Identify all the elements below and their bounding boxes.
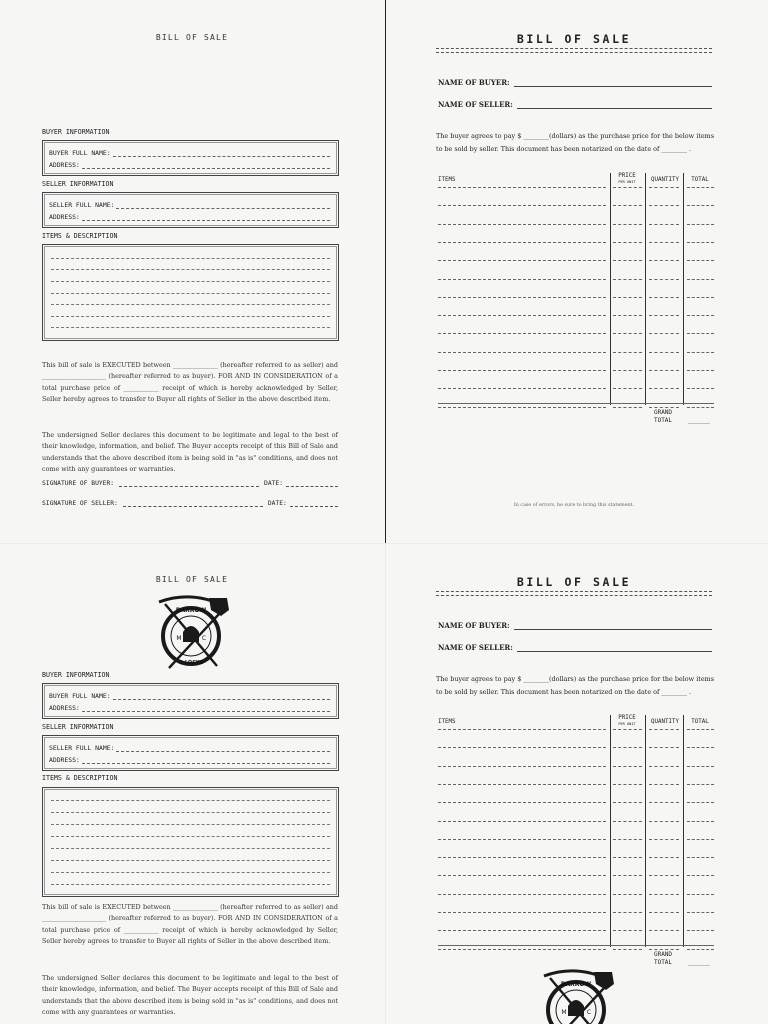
table-cell-total[interactable]	[687, 187, 714, 188]
table-row[interactable]	[438, 388, 606, 389]
buyer-name-field[interactable]	[49, 689, 330, 700]
table-row[interactable]	[438, 205, 606, 206]
table-row[interactable]	[438, 279, 606, 280]
col-header-price-sub: PER UNIT	[618, 722, 636, 726]
table-row[interactable]	[438, 784, 606, 785]
sig-label: SIGNATURE OF SELLER:	[42, 500, 118, 507]
execution-paragraph: This bill of sale is EXECUTED between ______________ (hereafter referred to as seller) and ____________________ (hereafter referred to as buyer). FOR AND IN CONSIDERATION of a total purchase price of ___________ receipt of which is hereby acknowledged by Seller, Seller hereby agrees to transfer to Buyer all rights of Seller in the above described item.	[42, 903, 338, 946]
table-cell-quantity[interactable]	[649, 784, 679, 785]
table-cell-quantity[interactable]	[649, 315, 679, 316]
page-title: BILL OF SALE	[155, 575, 229, 584]
table-cell-price[interactable]	[613, 407, 642, 408]
table-row[interactable]	[438, 894, 606, 895]
table-cell-total[interactable]	[687, 747, 714, 748]
table-cell-total[interactable]	[687, 930, 714, 931]
table-row[interactable]	[438, 333, 606, 334]
table-cell-price[interactable]	[613, 224, 642, 225]
seller-address-field[interactable]	[49, 753, 330, 764]
field-label: ADDRESS:	[49, 213, 80, 221]
buyer-section-label: BUYER INFORMATION	[42, 128, 110, 136]
table-cell-price[interactable]	[613, 297, 642, 298]
buyer-section-label: BUYER INFORMATION	[42, 671, 110, 679]
col-header-items: ITEMS	[438, 719, 456, 725]
table-row[interactable]	[438, 260, 606, 261]
table-cell-quantity[interactable]	[649, 839, 679, 840]
table-cell-total[interactable]	[687, 242, 714, 243]
table-cell-price[interactable]	[613, 388, 642, 389]
seller-address-field[interactable]	[49, 210, 330, 221]
table-cell-quantity[interactable]	[649, 747, 679, 748]
table-cell-quantity[interactable]	[649, 370, 679, 371]
table-cell-total[interactable]	[687, 857, 714, 858]
items-section-label: ITEMS & DESCRIPTION	[42, 232, 118, 240]
table-cell-price[interactable]	[613, 857, 642, 858]
date-label: DATE:	[267, 500, 287, 507]
buyer-name-field[interactable]	[438, 621, 712, 630]
table-cell-quantity[interactable]	[649, 912, 679, 913]
table-cell-price[interactable]	[613, 912, 642, 913]
field-label: BUYER FULL NAME:	[49, 149, 111, 157]
table-cell-price[interactable]	[613, 821, 642, 822]
buyer-address-field[interactable]	[49, 158, 330, 169]
table-row[interactable]	[438, 802, 606, 803]
table-cell-price[interactable]	[613, 894, 642, 895]
table-cell-price[interactable]	[613, 205, 642, 206]
logo-bottom-text: & LOCKE	[178, 660, 204, 666]
execution-paragraph: This bill of sale is EXECUTED between ______________ (hereafter referred to as seller) and ____________________ (hereafter referred to as buyer). FOR AND IN CONSIDERATION of a total purchase price of ___________ receipt of which is hereby acknowledged by Seller, Seller hereby agrees to transfer to Buyer all rights of Seller in the above described item.	[42, 361, 338, 404]
table-cell-total[interactable]	[687, 784, 714, 785]
table-row[interactable]	[438, 315, 606, 316]
table-cell-quantity[interactable]	[649, 187, 679, 188]
table-cell-quantity[interactable]	[649, 766, 679, 767]
buyer-info-box	[42, 140, 339, 176]
table-cell-total[interactable]	[687, 297, 714, 298]
table-cell-quantity[interactable]	[649, 333, 679, 334]
table-cell-total[interactable]	[687, 912, 714, 913]
barrow-locke-logo	[149, 592, 233, 672]
page-title: BILL OF SALE	[155, 33, 229, 42]
table-cell-total[interactable]	[687, 729, 714, 730]
table-cell-price[interactable]	[613, 352, 642, 353]
table-cell-quantity[interactable]	[649, 894, 679, 895]
table-cell-quantity[interactable]	[649, 729, 679, 730]
date-label: DATE:	[264, 480, 283, 487]
table-cell-total[interactable]	[687, 260, 714, 261]
col-header-quantity: QUANTITY	[651, 177, 679, 183]
field-label: NAME OF BUYER:	[438, 621, 510, 630]
field-label: ADDRESS:	[49, 161, 80, 169]
table-row[interactable]	[438, 821, 606, 822]
table-cell-price[interactable]	[613, 333, 642, 334]
col-header-price-sub: PER UNIT	[618, 180, 636, 184]
logo-right-letter: C	[586, 1009, 592, 1016]
table-cell-price[interactable]	[613, 949, 642, 950]
table-cell-price[interactable]	[613, 370, 642, 371]
table-cell-quantity[interactable]	[649, 949, 679, 950]
items-section-label: ITEMS & DESCRIPTION	[42, 774, 118, 782]
logo-right-letter: C	[201, 635, 207, 642]
table-row[interactable]	[438, 912, 606, 913]
declaration-paragraph: The undersigned Seller declares this document to be legitimate and legal to the best of their knowledge, information, and belief. The Buyer accepts receipt of this Bill of Sale and understands that the above described item is being sold in "as is" conditions, and does not come with any guarantees or warranties.	[42, 431, 338, 474]
field-label: NAME OF SELLER:	[438, 643, 513, 652]
grand-total-label: GRAND TOTAL	[653, 409, 673, 424]
seller-info-box	[42, 192, 339, 228]
table-cell-total[interactable]	[687, 839, 714, 840]
sig-label: SIGNATURE OF BUYER:	[42, 480, 115, 487]
field-label: SELLER FULL NAME:	[49, 201, 115, 209]
field-label: NAME OF SELLER:	[438, 100, 513, 109]
table-bottom-rule	[438, 945, 714, 946]
table-cell-price[interactable]	[613, 875, 642, 876]
column-divider	[645, 173, 646, 405]
seller-section-label: SELLER INFORMATION	[42, 723, 114, 731]
table-cell-price[interactable]	[613, 260, 642, 261]
grand-total-value[interactable]: ______	[688, 417, 710, 424]
buyer-name-field[interactable]	[438, 78, 712, 87]
table-cell-quantity[interactable]	[649, 821, 679, 822]
items-description-box[interactable]	[42, 787, 339, 897]
table-cell-price[interactable]	[613, 747, 642, 748]
col-header-quantity: QUANTITY	[651, 719, 679, 725]
table-row[interactable]	[438, 857, 606, 858]
table-cell-price[interactable]	[613, 766, 642, 767]
logo-left-letter: M	[561, 1009, 567, 1016]
table-row[interactable]	[438, 839, 606, 840]
table-row[interactable]	[438, 242, 606, 243]
table-row[interactable]	[438, 949, 606, 950]
table-cell-price[interactable]	[613, 784, 642, 785]
table-row[interactable]	[438, 729, 606, 730]
table-cell-total[interactable]	[687, 279, 714, 280]
table-cell-total[interactable]	[687, 370, 714, 371]
logo-top-text: BARROW	[560, 981, 592, 988]
declaration-paragraph: The undersigned Seller declares this document to be legitimate and legal to the best of their knowledge, information, and belief. The Buyer accepts receipt of this Bill of Sale and understands that the above described item is being sold in "as is" conditions, and does not come with any guarantees or warranties.	[42, 974, 338, 1017]
seller-name-field[interactable]	[438, 643, 712, 652]
table-cell-total[interactable]	[687, 949, 714, 950]
column-divider	[683, 715, 684, 947]
form-panel-bottom-left	[0, 544, 385, 1024]
field-label: ADDRESS:	[49, 704, 80, 712]
table-bottom-rule	[438, 403, 714, 404]
table-row[interactable]	[438, 930, 606, 931]
seller-info-box	[42, 735, 339, 771]
table-cell-total[interactable]	[687, 224, 714, 225]
items-description-box[interactable]	[42, 244, 339, 341]
seller-signature-line[interactable]	[42, 500, 338, 507]
table-cell-quantity[interactable]	[649, 930, 679, 931]
grand-total-label: GRAND TOTAL	[653, 951, 673, 966]
table-row[interactable]	[438, 187, 606, 188]
table-cell-total[interactable]	[687, 407, 714, 408]
table-row[interactable]	[438, 407, 606, 408]
table-cell-quantity[interactable]	[649, 297, 679, 298]
table-cell-total[interactable]	[687, 875, 714, 876]
table-row[interactable]	[438, 224, 606, 225]
barrow-locke-logo	[534, 966, 618, 1024]
table-cell-quantity[interactable]	[649, 875, 679, 876]
table-cell-price[interactable]	[613, 242, 642, 243]
col-header-items: ITEMS	[438, 177, 456, 183]
title-divider	[436, 591, 712, 596]
table-cell-quantity[interactable]	[649, 205, 679, 206]
table-cell-total[interactable]	[687, 766, 714, 767]
field-label: SELLER FULL NAME:	[49, 744, 115, 752]
purchase-agreement-text: The buyer agrees to pay $ ________(dollars) as the purchase price for the below items to be sold by seller. This document has been notarized on the date of ________ .	[436, 675, 714, 696]
grand-total-value[interactable]: ______	[688, 959, 710, 966]
table-cell-price[interactable]	[613, 729, 642, 730]
table-cell-total[interactable]	[687, 315, 714, 316]
table-row[interactable]	[438, 370, 606, 371]
col-header-price: PRICE	[618, 173, 636, 179]
table-cell-price[interactable]	[613, 930, 642, 931]
table-cell-quantity[interactable]	[649, 224, 679, 225]
table-cell-quantity[interactable]	[649, 802, 679, 803]
logo-left-letter: M	[176, 635, 182, 642]
page-title: BILL OF SALE	[516, 32, 632, 46]
table-cell-quantity[interactable]	[649, 352, 679, 353]
logo-top-text: BARROW	[175, 607, 207, 614]
table-cell-total[interactable]	[687, 388, 714, 389]
col-header-total: TOTAL	[691, 719, 709, 725]
buyer-address-field[interactable]	[49, 701, 330, 712]
table-cell-price[interactable]	[613, 839, 642, 840]
column-divider	[683, 173, 684, 405]
title-divider	[436, 48, 712, 53]
column-divider	[610, 715, 611, 947]
footer-note: In case of errors, be sure to bring this statement.	[513, 503, 635, 508]
buyer-name-field[interactable]	[49, 146, 330, 157]
table-cell-total[interactable]	[687, 802, 714, 803]
table-cell-total[interactable]	[687, 205, 714, 206]
buyer-signature-line[interactable]	[42, 480, 338, 487]
table-cell-total[interactable]	[687, 333, 714, 334]
page-title: BILL OF SALE	[516, 575, 632, 589]
table-row[interactable]	[438, 747, 606, 748]
col-header-total: TOTAL	[691, 177, 709, 183]
table-cell-price[interactable]	[613, 279, 642, 280]
table-cell-price[interactable]	[613, 802, 642, 803]
table-cell-quantity[interactable]	[649, 388, 679, 389]
table-cell-total[interactable]	[687, 894, 714, 895]
field-label: ADDRESS:	[49, 756, 80, 764]
seller-section-label: SELLER INFORMATION	[42, 180, 114, 188]
table-cell-quantity[interactable]	[649, 279, 679, 280]
seller-name-field[interactable]	[438, 100, 712, 109]
table-row[interactable]	[438, 766, 606, 767]
table-cell-quantity[interactable]	[649, 857, 679, 858]
field-label: BUYER FULL NAME:	[49, 692, 111, 700]
col-header-price: PRICE	[618, 715, 636, 721]
table-row[interactable]	[438, 875, 606, 876]
table-cell-quantity[interactable]	[649, 242, 679, 243]
table-cell-total[interactable]	[687, 821, 714, 822]
field-label: NAME OF BUYER:	[438, 78, 510, 87]
column-divider	[645, 715, 646, 947]
table-cell-price[interactable]	[613, 187, 642, 188]
table-row[interactable]	[438, 297, 606, 298]
form-panel-top-left	[0, 0, 386, 543]
table-cell-quantity[interactable]	[649, 260, 679, 261]
column-divider	[610, 173, 611, 405]
purchase-agreement-text: The buyer agrees to pay $ ________(dollars) as the purchase price for the below items to be sold by seller. This document has been notarized on the date of ________ .	[436, 132, 714, 153]
seller-name-field[interactable]	[49, 198, 330, 209]
buyer-info-box	[42, 683, 339, 719]
seller-name-field[interactable]	[49, 741, 330, 752]
table-cell-total[interactable]	[687, 352, 714, 353]
table-cell-price[interactable]	[613, 315, 642, 316]
table-row[interactable]	[438, 352, 606, 353]
table-cell-quantity[interactable]	[649, 407, 679, 408]
